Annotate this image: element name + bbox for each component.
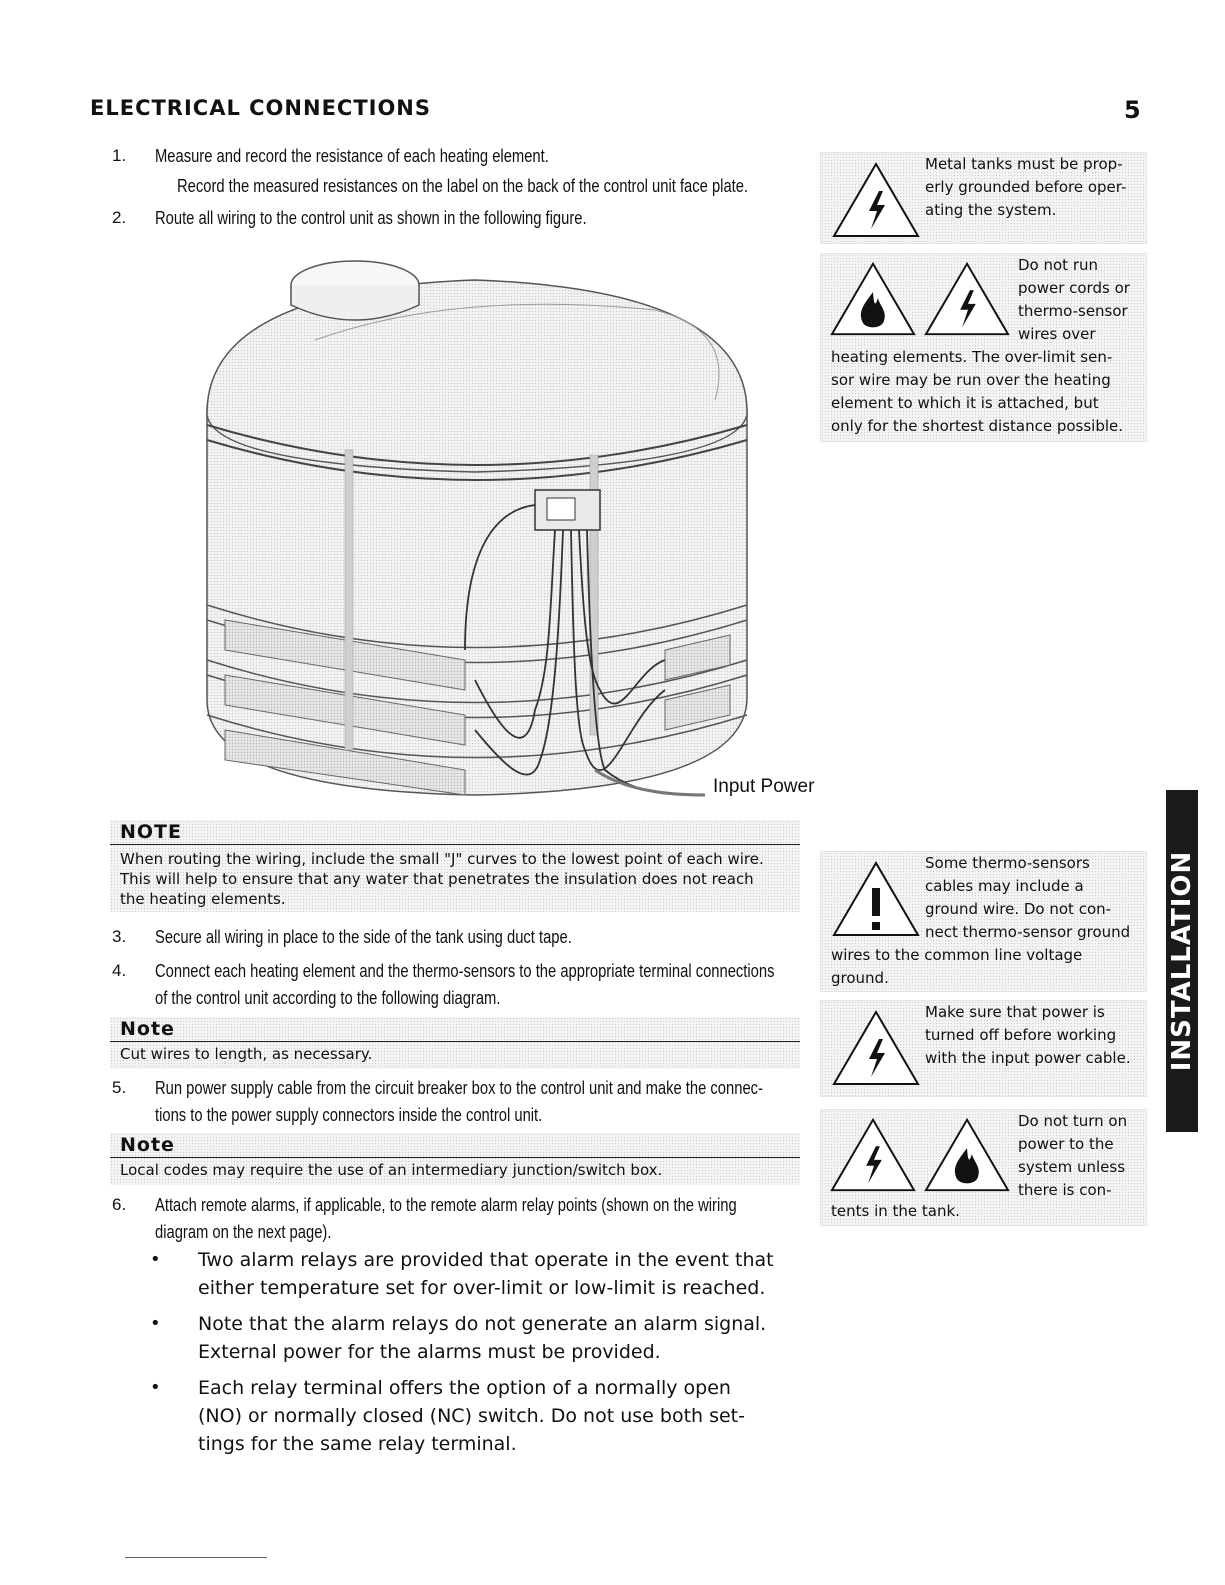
step-text: Route all wiring to the control unit as shown in the following figure.	[155, 208, 587, 228]
warning-line: only for the shortest distance possible.	[831, 417, 1124, 435]
page-number: 5	[1124, 96, 1141, 124]
fire-hazard-icon	[829, 260, 917, 338]
warning-line: Some thermo-sensors	[925, 854, 1090, 872]
warning-box	[820, 152, 1147, 244]
electrical-hazard-icon	[829, 1116, 917, 1194]
bullet-line: Note that the alarm relays do not generate an alarm signal.	[198, 1313, 767, 1335]
warning-line: Make sure that power is	[925, 1003, 1105, 1021]
list-item: • Note that the alarm relays do not generate an alarm signal. External power for the alarms must be provided.	[150, 1310, 800, 1366]
electrical-hazard-icon	[831, 1009, 921, 1087]
bullet-line: (NO) or normally closed (NC) switch. Do not use both set-	[198, 1405, 745, 1427]
electrical-hazard-icon	[831, 161, 921, 239]
step-text: Connect each heating element and the thermo-sensors to the appropriate terminal connections	[155, 961, 775, 981]
note-box	[110, 1133, 800, 1185]
footer-rule	[125, 1557, 267, 1558]
input-power-label: Input Power	[713, 776, 815, 797]
bullet-list	[150, 1246, 800, 1458]
warning-line: Do not run	[1018, 256, 1099, 274]
warning-line: power to the	[1018, 1135, 1114, 1153]
warning-line: tents in the tank.	[831, 1202, 960, 1220]
note-box	[110, 820, 800, 912]
warning-line: with the input power cable.	[925, 1049, 1131, 1067]
bullet-line: External power for the alarms must be provided.	[198, 1341, 661, 1363]
warning-box	[820, 851, 1147, 992]
bullet-line: Each relay terminal offers the option of a normally open	[198, 1377, 731, 1399]
warning-line: ground wire. Do not con-	[925, 900, 1112, 918]
warning-line: wires to the common line voltage	[831, 946, 1083, 964]
tank-wiring-figure	[195, 250, 835, 810]
warning-line: power cords or	[1018, 279, 1130, 297]
warning-line: erly grounded before oper-	[925, 178, 1127, 196]
step-text: diagram on the next page).	[155, 1222, 332, 1242]
note-title: NOTE	[110, 820, 800, 845]
note-line: Cut wires to length, as necessary.	[120, 1045, 373, 1063]
warning-line: sor wire may be run over the heating	[831, 371, 1111, 389]
step-text: of the control unit according to the following diagram.	[155, 988, 501, 1008]
electrical-hazard-icon	[923, 260, 1011, 338]
note-title: Note	[110, 1133, 800, 1158]
warning-line: ground.	[831, 969, 889, 987]
side-tab-label: INSTALLATION	[1167, 850, 1197, 1072]
warning-line: turned off before working	[925, 1026, 1117, 1044]
step-number: 2.	[112, 208, 127, 227]
warning-line: element to which it is attached, but	[831, 394, 1099, 412]
section-title: ELECTRICAL CONNECTIONS	[90, 96, 432, 120]
step-subtext: Record the measured resistances on the label on the back of the control unit face plate.	[177, 176, 749, 196]
warning-line: nect thermo-sensor ground	[925, 923, 1131, 941]
warning-line: heating elements. The over-limit sen-	[831, 348, 1113, 366]
warning-line: Do not turn on	[1018, 1112, 1128, 1130]
bullet-line: either temperature set for over-limit or low-limit is reached.	[198, 1277, 766, 1299]
note-line: the heating elements.	[120, 890, 286, 908]
note-line: Local codes may require the use of an intermediary junction/switch box.	[120, 1161, 663, 1179]
warning-line: Metal tanks must be prop-	[925, 155, 1123, 173]
warning-box	[820, 1109, 1147, 1226]
fire-hazard-icon	[923, 1116, 1011, 1194]
warning-line: cables may include a	[925, 877, 1084, 895]
note-line: When routing the wiring, include the small "J" curves to the lowest point of each wire.	[120, 850, 764, 868]
list-item: • Two alarm relays are provided that operate in the event that either temperature set for over-limit or low-limit is reached.	[150, 1246, 800, 1302]
step-number: 5.	[112, 1078, 127, 1097]
list-item: • Each relay terminal offers the option of a normally open (NO) or normally closed (NC) switch. Do not use both set- tings for the same relay terminal.	[150, 1374, 800, 1458]
step-text: tions to the power supply connectors inside the control unit.	[155, 1105, 543, 1125]
step-text: Measure and record the resistance of each heating element.	[155, 146, 549, 166]
step-number: 4.	[112, 961, 127, 980]
step-number: 3.	[112, 927, 127, 946]
warning-line: there is con-	[1018, 1181, 1112, 1199]
warning-line: ating the system.	[925, 201, 1057, 219]
section-side-tab	[1166, 790, 1198, 1132]
exclamation-warning-icon	[831, 860, 921, 938]
step-number: 6.	[112, 1195, 127, 1214]
note-title: Note	[110, 1017, 800, 1042]
warning-line: system unless	[1018, 1158, 1126, 1176]
warning-line: wires over	[1018, 325, 1096, 343]
warning-box	[820, 1000, 1147, 1097]
note-box	[110, 1017, 800, 1069]
step-text: Secure all wiring in place to the side of the tank using duct tape.	[155, 927, 572, 947]
warning-box	[820, 253, 1147, 442]
step-text: Attach remote alarms, if applicable, to the remote alarm relay points (shown on the wiring	[155, 1195, 737, 1215]
warning-line: thermo-sensor	[1018, 302, 1128, 320]
bullet-line: tings for the same relay terminal.	[198, 1433, 517, 1455]
note-line: This will help to ensure that any water that penetrates the insulation does not reach	[120, 870, 754, 888]
step-text: Run power supply cable from the circuit breaker box to the control unit and make the connec-	[155, 1078, 763, 1098]
step-number: 1.	[112, 146, 127, 165]
bullet-line: Two alarm relays are provided that operate in the event that	[198, 1249, 774, 1271]
